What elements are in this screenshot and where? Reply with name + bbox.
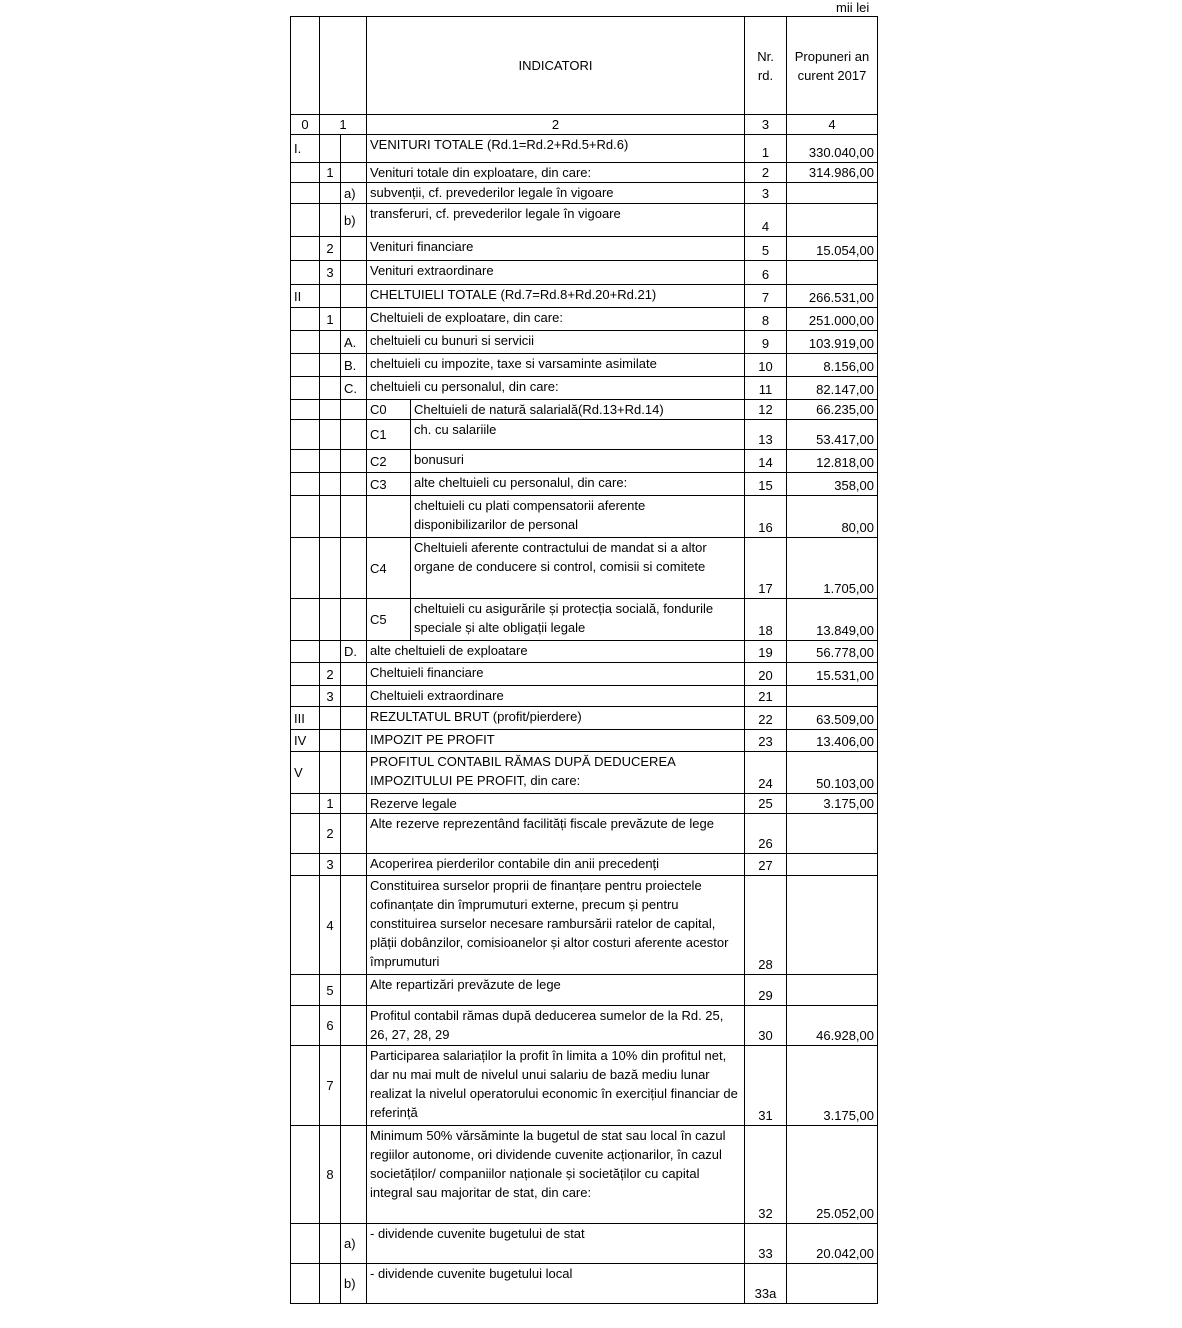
table-row bbox=[291, 1264, 878, 1304]
sub-letter bbox=[341, 1046, 367, 1126]
item-number bbox=[320, 285, 341, 308]
header-empty-cell bbox=[320, 17, 367, 115]
sub-letter bbox=[341, 730, 367, 752]
section-roman bbox=[291, 204, 320, 237]
item-number bbox=[320, 354, 341, 377]
row-number: 26 bbox=[745, 814, 787, 854]
section-roman bbox=[291, 377, 320, 400]
row-number: 20 bbox=[745, 663, 787, 686]
item-number: 7 bbox=[320, 1046, 341, 1126]
indicator-label: alte cheltuieli de exploatare bbox=[367, 641, 745, 663]
item-number bbox=[320, 707, 341, 730]
sub-letter bbox=[341, 400, 367, 420]
table-row bbox=[291, 285, 878, 308]
row-number: 8 bbox=[745, 308, 787, 331]
section-roman bbox=[291, 331, 320, 354]
section-roman bbox=[291, 1046, 320, 1126]
header-propuneri: Propuneri an curent 2017 bbox=[787, 17, 878, 115]
sub-letter bbox=[341, 686, 367, 707]
budget-table bbox=[290, 16, 878, 1304]
table-row bbox=[291, 599, 878, 641]
indicator-label: Cheltuieli extraordinare bbox=[367, 686, 745, 707]
indicator-label: Participarea salariaților la profit în limita a 10% din profitul net, dar nu mai mult de nivelul unui salariu de bază mediu lunar realizat la nivelul operatorului economic în exercițiul financiar de referință bbox=[367, 1046, 745, 1126]
indicator-label: Rezerve legale bbox=[367, 794, 745, 814]
section-roman bbox=[291, 473, 320, 496]
table-row bbox=[291, 261, 878, 285]
value-cell bbox=[787, 686, 878, 707]
value-cell: 13.406,00 bbox=[787, 730, 878, 752]
item-number: 1 bbox=[320, 794, 341, 814]
table-row bbox=[291, 814, 878, 854]
item-number bbox=[320, 538, 341, 599]
sub-letter bbox=[341, 663, 367, 686]
item-number: 4 bbox=[320, 876, 341, 975]
row-number: 15 bbox=[745, 473, 787, 496]
indicator-label: Constituirea surselor proprii de finanțare pentru proiectele cofinanțate din împrumuturi externe, precum și pentru constituirea surselor necesare rambursării ratelor de capital, plății dobânzilor, comisioanelor și altor costuri aferente acestor împrumuturi bbox=[367, 876, 745, 975]
sub-letter: a) bbox=[341, 183, 367, 204]
section-roman bbox=[291, 794, 320, 814]
column-index: 1 bbox=[320, 115, 367, 135]
indicator-label: Minimum 50% vărsăminte la bugetul de stat sau local în cazul regiilor autonome, ori dividende cuvenite acționarilor, în cazul societăților/ companiilor naționale și societăților cu capital integral sau majoritar de stat, din care: bbox=[367, 1126, 745, 1224]
sub-letter bbox=[341, 450, 367, 473]
item-number: 2 bbox=[320, 814, 341, 854]
section-roman bbox=[291, 975, 320, 1006]
value-cell: 13.849,00 bbox=[787, 599, 878, 641]
row-number: 11 bbox=[745, 377, 787, 400]
row-number: 24 bbox=[745, 752, 787, 794]
value-cell: 15.531,00 bbox=[787, 663, 878, 686]
value-cell bbox=[787, 814, 878, 854]
sub-letter bbox=[341, 814, 367, 854]
row-number: 33 bbox=[745, 1224, 787, 1264]
value-cell: 103.919,00 bbox=[787, 331, 878, 354]
item-number bbox=[320, 1264, 341, 1304]
table-row bbox=[291, 308, 878, 331]
item-number bbox=[320, 599, 341, 641]
row-number: 9 bbox=[745, 331, 787, 354]
value-cell: 266.531,00 bbox=[787, 285, 878, 308]
sub-letter: B. bbox=[341, 354, 367, 377]
item-number bbox=[320, 730, 341, 752]
value-cell: 56.778,00 bbox=[787, 641, 878, 663]
table-row bbox=[291, 752, 878, 794]
row-number: 5 bbox=[745, 237, 787, 261]
header-indicatori: INDICATORI bbox=[367, 17, 745, 115]
item-number bbox=[320, 135, 341, 163]
table-row bbox=[291, 354, 878, 377]
value-cell: 15.054,00 bbox=[787, 237, 878, 261]
indicator-label: Alte rezerve reprezentând facilități fiscale prevăzute de lege bbox=[367, 814, 745, 854]
table-row bbox=[291, 183, 878, 204]
value-cell: 358,00 bbox=[787, 473, 878, 496]
indicator-label: Cheltuieli de exploatare, din care: bbox=[367, 308, 745, 331]
sub-letter bbox=[341, 1006, 367, 1046]
item-number: 2 bbox=[320, 663, 341, 686]
row-number: 7 bbox=[745, 285, 787, 308]
section-roman bbox=[291, 1126, 320, 1224]
item-number: 3 bbox=[320, 686, 341, 707]
table-row bbox=[291, 473, 878, 496]
indicator-label: cheltuieli cu personalul, din care: bbox=[367, 377, 745, 400]
sub-letter bbox=[341, 420, 367, 450]
indicator-label: CHELTUIELI TOTALE (Rd.7=Rd.8+Rd.20+Rd.21) bbox=[367, 285, 745, 308]
table-row bbox=[291, 1224, 878, 1264]
column-index: 2 bbox=[367, 115, 745, 135]
section-roman bbox=[291, 1006, 320, 1046]
item-number bbox=[320, 377, 341, 400]
sub-letter bbox=[341, 854, 367, 876]
indicator-label: cheltuieli cu plati compensatorii aferente disponibilizarilor de personal bbox=[411, 496, 745, 538]
value-cell bbox=[787, 183, 878, 204]
value-cell: 251.000,00 bbox=[787, 308, 878, 331]
table-row bbox=[291, 135, 878, 163]
value-cell: 50.103,00 bbox=[787, 752, 878, 794]
value-cell bbox=[787, 975, 878, 1006]
table-row bbox=[291, 686, 878, 707]
column-index: 4 bbox=[787, 115, 878, 135]
section-roman bbox=[291, 450, 320, 473]
section-roman bbox=[291, 183, 320, 204]
section-roman bbox=[291, 308, 320, 331]
table-row bbox=[291, 707, 878, 730]
value-cell: 12.818,00 bbox=[787, 450, 878, 473]
indicator-label: bonusuri bbox=[411, 450, 745, 473]
row-number: 33a bbox=[745, 1264, 787, 1304]
indicator-label: ch. cu salariile bbox=[411, 420, 745, 450]
header-empty-cell bbox=[291, 17, 320, 115]
section-roman bbox=[291, 876, 320, 975]
table-row bbox=[291, 1046, 878, 1126]
section-roman bbox=[291, 420, 320, 450]
indicator-label: Profitul contabil rămas după deducerea sumelor de la Rd. 25, 26, 27, 28, 29 bbox=[367, 1006, 745, 1046]
section-roman bbox=[291, 686, 320, 707]
value-cell bbox=[787, 261, 878, 285]
section-roman bbox=[291, 814, 320, 854]
table-row bbox=[291, 876, 878, 975]
table-row bbox=[291, 1006, 878, 1046]
item-number bbox=[320, 400, 341, 420]
row-number: 12 bbox=[745, 400, 787, 420]
row-number: 17 bbox=[745, 538, 787, 599]
indicator-label: cheltuieli cu bunuri si servicii bbox=[367, 331, 745, 354]
value-cell bbox=[787, 204, 878, 237]
table-row bbox=[291, 496, 878, 538]
sub-letter: D. bbox=[341, 641, 367, 663]
indicator-label: Cheltuieli aferente contractului de mandat si a altor organe de conducere si control, comisii si comitete bbox=[411, 538, 745, 599]
indicator-label: transferuri, cf. prevederilor legale în vigoare bbox=[367, 204, 745, 237]
section-roman bbox=[291, 1224, 320, 1264]
section-roman bbox=[291, 599, 320, 641]
sub-letter bbox=[341, 752, 367, 794]
item-number bbox=[320, 420, 341, 450]
sub-letter: b) bbox=[341, 1264, 367, 1304]
sub-letter bbox=[341, 496, 367, 538]
indicator-label: PROFITUL CONTABIL RĂMAS DUPĂ DEDUCEREA IMPOZITULUI PE PROFIT, din care: bbox=[367, 752, 745, 794]
unit-label: mii lei bbox=[836, 0, 870, 15]
item-number bbox=[320, 752, 341, 794]
table-row bbox=[291, 1126, 878, 1224]
indicator-label: cheltuieli cu asigurările și protecția socială, fondurile speciale și alte obligații legale bbox=[411, 599, 745, 641]
row-number: 4 bbox=[745, 204, 787, 237]
indicator-label: Acoperirea pierderilor contabile din anii precedenți bbox=[367, 854, 745, 876]
item-number: 6 bbox=[320, 1006, 341, 1046]
item-number bbox=[320, 473, 341, 496]
table-row bbox=[291, 377, 878, 400]
sub-letter bbox=[341, 285, 367, 308]
row-number: 14 bbox=[745, 450, 787, 473]
sub-code: C5 bbox=[367, 599, 411, 641]
sub-letter: A. bbox=[341, 331, 367, 354]
sub-letter: a) bbox=[341, 1224, 367, 1264]
section-roman: V bbox=[291, 752, 320, 794]
value-cell: 314.986,00 bbox=[787, 163, 878, 183]
table-row bbox=[291, 400, 878, 420]
value-cell: 3.175,00 bbox=[787, 794, 878, 814]
section-roman bbox=[291, 400, 320, 420]
sub-letter bbox=[341, 538, 367, 599]
table-row bbox=[291, 163, 878, 183]
indicator-label: Cheltuieli de natură salarială(Rd.13+Rd.14) bbox=[411, 400, 745, 420]
value-cell bbox=[787, 854, 878, 876]
sub-code: C0 bbox=[367, 400, 411, 420]
section-roman bbox=[291, 641, 320, 663]
row-number: 21 bbox=[745, 686, 787, 707]
sub-letter bbox=[341, 237, 367, 261]
sub-letter: b) bbox=[341, 204, 367, 237]
row-number: 23 bbox=[745, 730, 787, 752]
item-number bbox=[320, 450, 341, 473]
indicator-label: Alte repartizări prevăzute de lege bbox=[367, 975, 745, 1006]
sub-code bbox=[367, 496, 411, 538]
sub-letter bbox=[341, 473, 367, 496]
row-number: 16 bbox=[745, 496, 787, 538]
header-row bbox=[291, 17, 878, 115]
sub-code: C4 bbox=[367, 538, 411, 599]
value-cell: 3.175,00 bbox=[787, 1046, 878, 1126]
sub-letter bbox=[341, 135, 367, 163]
indicator-label: Venituri financiare bbox=[367, 237, 745, 261]
item-number: 3 bbox=[320, 854, 341, 876]
indicator-label: VENITURI TOTALE (Rd.1=Rd.2+Rd.5+Rd.6) bbox=[367, 135, 745, 163]
section-roman bbox=[291, 538, 320, 599]
table-row bbox=[291, 204, 878, 237]
sub-letter bbox=[341, 599, 367, 641]
value-cell: 25.052,00 bbox=[787, 1126, 878, 1224]
section-roman: II bbox=[291, 285, 320, 308]
section-roman bbox=[291, 663, 320, 686]
indicator-label: IMPOZIT PE PROFIT bbox=[367, 730, 745, 752]
section-roman bbox=[291, 261, 320, 285]
table-row bbox=[291, 975, 878, 1006]
value-cell: 8.156,00 bbox=[787, 354, 878, 377]
table-row bbox=[291, 237, 878, 261]
sub-letter bbox=[341, 707, 367, 730]
sub-letter bbox=[341, 1126, 367, 1224]
sub-letter bbox=[341, 794, 367, 814]
row-number: 28 bbox=[745, 876, 787, 975]
sub-letter bbox=[341, 163, 367, 183]
column-index: 0 bbox=[291, 115, 320, 135]
indicator-label: Cheltuieli financiare bbox=[367, 663, 745, 686]
indicator-label: Venituri totale din exploatare, din care: bbox=[367, 163, 745, 183]
section-roman bbox=[291, 237, 320, 261]
value-cell bbox=[787, 1264, 878, 1304]
section-roman: IV bbox=[291, 730, 320, 752]
row-number: 27 bbox=[745, 854, 787, 876]
row-number: 3 bbox=[745, 183, 787, 204]
row-number: 31 bbox=[745, 1046, 787, 1126]
item-number bbox=[320, 641, 341, 663]
indicator-label: cheltuieli cu impozite, taxe si varsaminte asimilate bbox=[367, 354, 745, 377]
row-number: 29 bbox=[745, 975, 787, 1006]
item-number: 5 bbox=[320, 975, 341, 1006]
item-number bbox=[320, 496, 341, 538]
row-number: 2 bbox=[745, 163, 787, 183]
section-roman: III bbox=[291, 707, 320, 730]
row-number: 10 bbox=[745, 354, 787, 377]
item-number bbox=[320, 1224, 341, 1264]
value-cell: 53.417,00 bbox=[787, 420, 878, 450]
section-roman bbox=[291, 354, 320, 377]
section-roman bbox=[291, 1264, 320, 1304]
indicator-label: subvenții, cf. prevederilor legale în vigoare bbox=[367, 183, 745, 204]
indicator-label: - dividende cuvenite bugetului de stat bbox=[367, 1224, 745, 1264]
row-number: 18 bbox=[745, 599, 787, 641]
sub-code: C1 bbox=[367, 420, 411, 450]
table-row bbox=[291, 794, 878, 814]
value-cell: 82.147,00 bbox=[787, 377, 878, 400]
item-number: 2 bbox=[320, 237, 341, 261]
indicator-label: REZULTATUL BRUT (profit/pierdere) bbox=[367, 707, 745, 730]
value-cell: 66.235,00 bbox=[787, 400, 878, 420]
table-row bbox=[291, 420, 878, 450]
row-number: 1 bbox=[745, 135, 787, 163]
table-row bbox=[291, 450, 878, 473]
row-number: 25 bbox=[745, 794, 787, 814]
value-cell: 20.042,00 bbox=[787, 1224, 878, 1264]
sub-letter bbox=[341, 975, 367, 1006]
value-cell: 46.928,00 bbox=[787, 1006, 878, 1046]
item-number: 1 bbox=[320, 308, 341, 331]
row-number: 32 bbox=[745, 1126, 787, 1224]
table-row bbox=[291, 641, 878, 663]
row-number: 6 bbox=[745, 261, 787, 285]
indicator-label: alte cheltuieli cu personalul, din care: bbox=[411, 473, 745, 496]
row-number: 22 bbox=[745, 707, 787, 730]
item-number: 8 bbox=[320, 1126, 341, 1224]
item-number: 1 bbox=[320, 163, 341, 183]
sub-code: C3 bbox=[367, 473, 411, 496]
item-number bbox=[320, 204, 341, 237]
indicator-label: - dividende cuvenite bugetului local bbox=[367, 1264, 745, 1304]
row-number: 30 bbox=[745, 1006, 787, 1046]
section-roman bbox=[291, 854, 320, 876]
row-number: 19 bbox=[745, 641, 787, 663]
indicator-label: Venituri extraordinare bbox=[367, 261, 745, 285]
table-row bbox=[291, 663, 878, 686]
table-row bbox=[291, 538, 878, 599]
value-cell: 80,00 bbox=[787, 496, 878, 538]
sub-letter bbox=[341, 261, 367, 285]
sub-letter bbox=[341, 876, 367, 975]
row-number: 13 bbox=[745, 420, 787, 450]
header-nr-rd: Nr. rd. bbox=[745, 17, 787, 115]
value-cell: 1.705,00 bbox=[787, 538, 878, 599]
sub-letter bbox=[341, 308, 367, 331]
column-index-row bbox=[291, 115, 878, 135]
section-roman: I. bbox=[291, 135, 320, 163]
table-row bbox=[291, 730, 878, 752]
sub-letter: C. bbox=[341, 377, 367, 400]
column-index: 3 bbox=[745, 115, 787, 135]
item-number bbox=[320, 183, 341, 204]
table-row bbox=[291, 854, 878, 876]
value-cell bbox=[787, 876, 878, 975]
section-roman bbox=[291, 163, 320, 183]
item-number: 3 bbox=[320, 261, 341, 285]
table-row bbox=[291, 331, 878, 354]
item-number bbox=[320, 331, 341, 354]
value-cell: 330.040,00 bbox=[787, 135, 878, 163]
section-roman bbox=[291, 496, 320, 538]
sub-code: C2 bbox=[367, 450, 411, 473]
value-cell: 63.509,00 bbox=[787, 707, 878, 730]
